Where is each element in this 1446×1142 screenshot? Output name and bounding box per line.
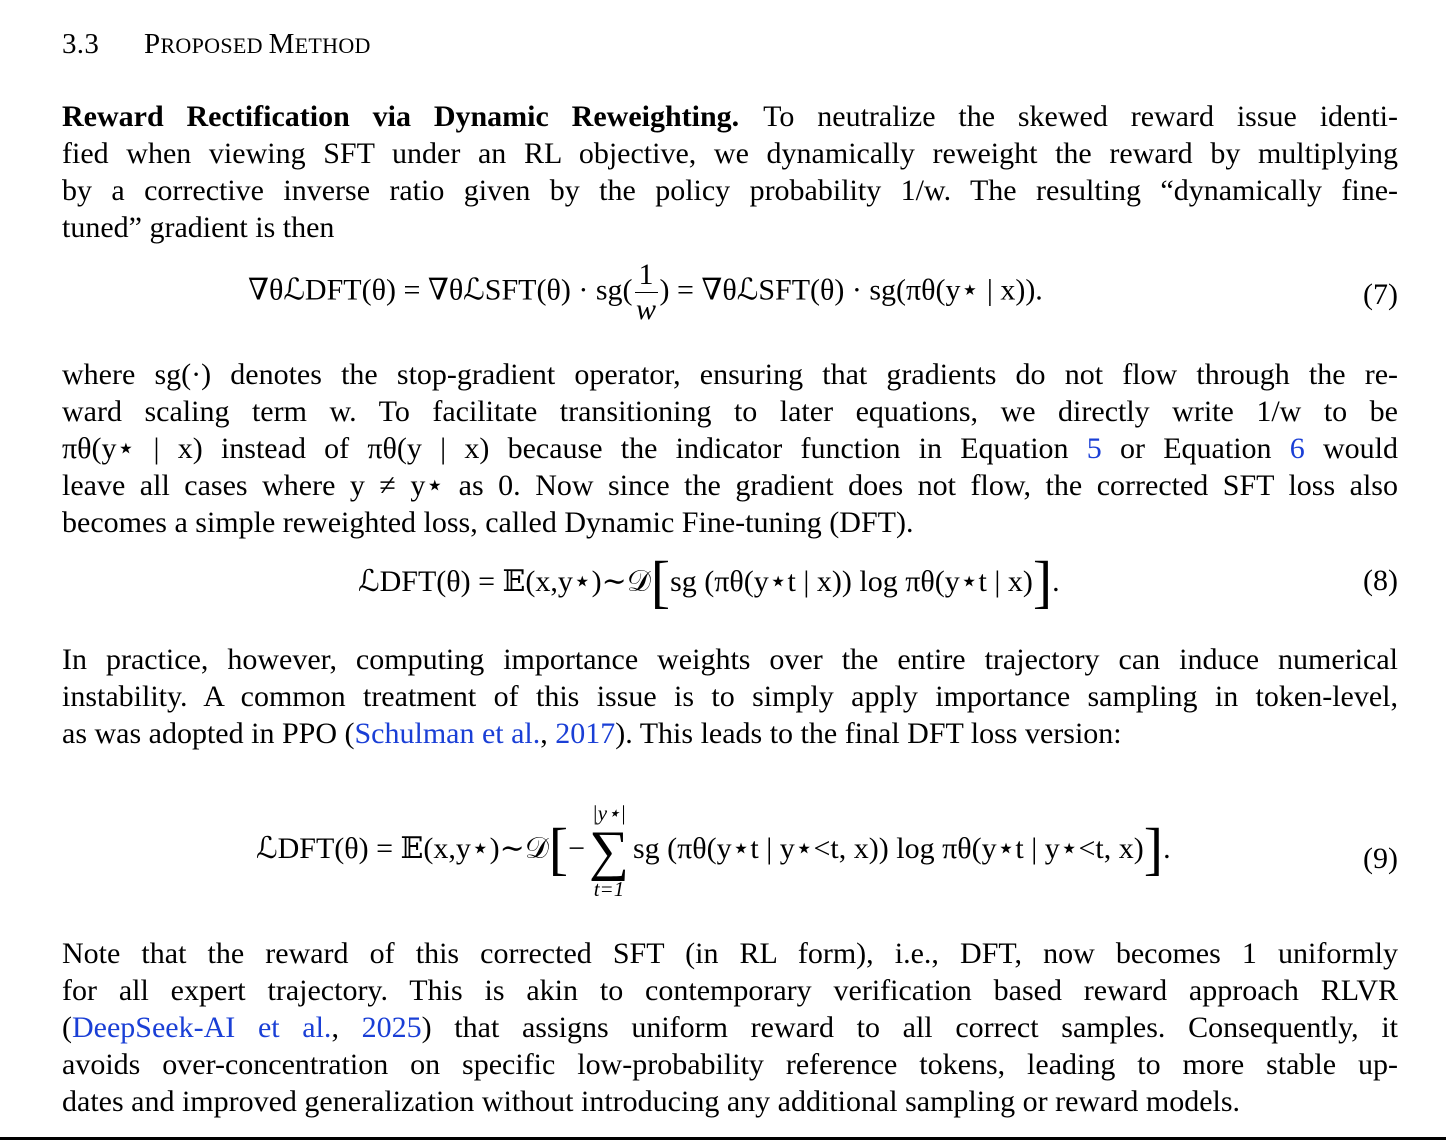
runin-heading: Reward Rectification via Dynamic Reweighting. [62, 100, 740, 133]
equation-9: ℒDFT(θ) = 𝔼(x,y⋆)∼𝒟[− |y⋆| ∑ t=1 sg (πθ(y⋆t | y⋆<t, x)) log πθ(y⋆t | y⋆<t, x)]. [256, 801, 1171, 901]
paragraph-line: ward scaling term w. To facilitate transitioning to later equations, we directly write 1/w to be [62, 395, 1398, 428]
paragraph-reward-rectification [62, 98, 1398, 246]
left-bracket: [ [548, 815, 569, 881]
section-title-part-2: ETHOD [294, 33, 371, 58]
sigma-symbol: ∑ [589, 820, 629, 882]
equation-8-body: sg (πθ(y⋆t | x)) log πθ(y⋆t | x) [670, 565, 1033, 598]
citation-schulman-year[interactable]: 2017 [555, 717, 616, 750]
equation-7-right: ) = ∇θℒSFT(θ) · sg(πθ(y⋆ | x)). [659, 273, 1043, 307]
section-title-part: ROPOSED [160, 33, 269, 58]
line-text: ) that assigns uniform reward to all correct samples. Consequently, it [421, 1011, 1398, 1044]
paragraph-line [62, 1009, 1398, 1046]
paragraph-line [62, 715, 1398, 752]
right-bracket: ] [1143, 815, 1164, 881]
paragraph-line: tuned” gradient is then [62, 211, 335, 244]
paragraph-line [62, 430, 1398, 467]
paragraph-line: becomes a simple reweighted loss, called Dynamic Fine-tuning (DFT). [62, 506, 914, 539]
equation-number-7: (7) [1363, 278, 1398, 311]
equation-number-8: (8) [1363, 564, 1398, 597]
paragraph-line: where sg(·) denotes the stop-gradient operator, ensuring that gradients do not flow through the re- [62, 358, 1398, 391]
section-number: 3.3 [62, 28, 100, 60]
left-bracket: [ [650, 549, 671, 614]
section-heading [62, 28, 371, 61]
line-text: πθ(y⋆ | x) instead of πθ(y | x) because the indicator function in Equation [62, 432, 1087, 465]
paragraph-line: Note that the reward of this corrected SFT (in RL form), i.e., DFT, now becomes 1 uniformly [62, 937, 1398, 970]
citation-deepseek-year[interactable]: 2025 [361, 1011, 422, 1044]
line-text: as was adopted in PPO ( [62, 717, 355, 750]
paragraph-line: fied when viewing SFT under an RL objective, we dynamically reweight the reward by multiplying [62, 137, 1398, 170]
line-text: To neutralize the skewed reward issue identi- [763, 100, 1399, 133]
fraction-denominator: w [635, 293, 656, 326]
summation [589, 800, 629, 902]
paragraph-stop-gradient [62, 356, 1398, 541]
paragraph-line: instability. A common treatment of this issue is to simply apply importance sampling in token-level, [62, 680, 1398, 713]
equation-7-fraction [635, 258, 658, 327]
citation-deepseek-author[interactable]: DeepSeek-AI et al. [72, 1011, 332, 1044]
paragraph-line: by a corrective inverse ratio given by the policy probability 1/w. The resulting “dynamically fine- [62, 174, 1398, 207]
paragraph-line: leave all cases where y ≠ y⋆ as 0. Now since the gradient does not flow, the corrected SFT loss also [62, 469, 1398, 502]
right-bracket: ] [1032, 549, 1053, 614]
equation-9-body: sg (πθ(y⋆t | y⋆<t, x)) log πθ(y⋆t | y⋆<t, x) [632, 831, 1144, 865]
paragraph-line: for all expert trajectory. This is akin to contemporary verification based reward approach RLVR [62, 974, 1398, 1007]
fraction-numerator: 1 [635, 258, 658, 293]
paragraph-line: dates and improved generalization without introducing any additional sampling or reward models. [62, 1085, 1241, 1118]
sum-lower-limit: t=1 [593, 877, 625, 901]
section-title-initial: P [144, 28, 161, 60]
line-text: ). This leads to the final DFT loss version: [615, 717, 1122, 750]
section-title-initial-2: M [268, 28, 295, 60]
line-text: or Equation [1101, 432, 1290, 465]
equation-6-link[interactable]: 6 [1289, 432, 1305, 465]
equation-8: ℒDFT(θ) = 𝔼(x,y⋆)∼𝒟[sg (πθ(y⋆t | x)) log πθ(y⋆t | x)]. [358, 549, 1060, 614]
paragraph-line: In practice, however, computing importance weights over the entire trajectory can induce numerical [62, 643, 1398, 676]
paragraph-importance-weights [62, 641, 1398, 752]
citation-schulman-author[interactable]: Schulman et al. [354, 717, 541, 750]
equation-5-link[interactable]: 5 [1086, 432, 1102, 465]
equation-7 [248, 258, 1043, 327]
equation-number-9: (9) [1363, 842, 1398, 875]
paragraph-reward-uniform [62, 935, 1398, 1120]
bottom-border [0, 1137, 1446, 1140]
sum-upper-limit: |y⋆| [591, 801, 626, 825]
citation-separator: , [331, 1011, 362, 1044]
line-text: ( [62, 1011, 72, 1044]
equation-9-lhs: ℒDFT(θ) = 𝔼(x,y⋆)∼𝒟 [256, 831, 549, 865]
paragraph-line [62, 98, 1398, 135]
paragraph-line: avoids over-concentration on specific low-probability reference tokens, leading to more stable up- [62, 1048, 1398, 1081]
citation-separator: , [540, 717, 556, 750]
equation-7-left: ∇θℒDFT(θ) = ∇θℒSFT(θ) · sg( [248, 273, 633, 307]
line-text: would [1304, 432, 1398, 465]
equation-8-lhs: ℒDFT(θ) = 𝔼(x,y⋆)∼𝒟 [358, 565, 651, 598]
